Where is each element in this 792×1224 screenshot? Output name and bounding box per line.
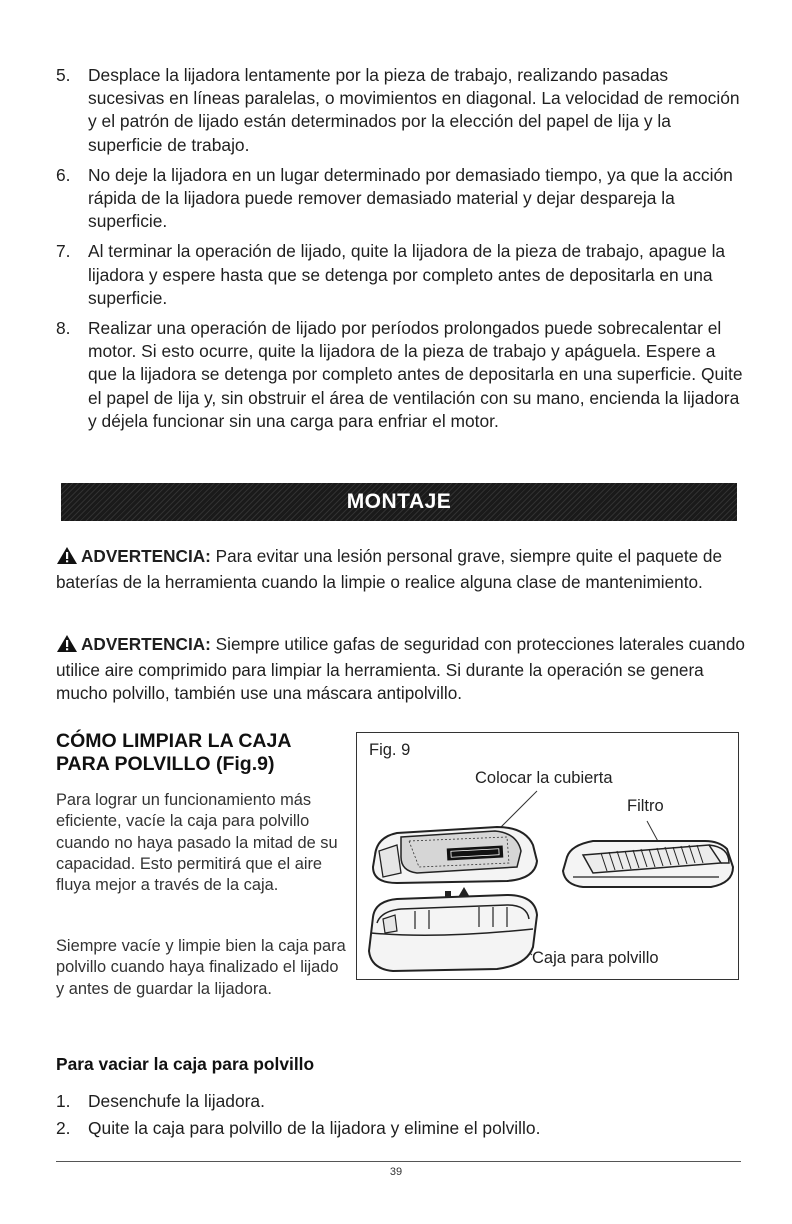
- list-item: [56, 164, 746, 234]
- list-item: [56, 1090, 746, 1113]
- step-text: Quite la caja para polvillo de la lijadora y elimine el polvillo.: [88, 1118, 541, 1139]
- step-number: 8.: [56, 318, 71, 339]
- warning-label: ADVERTENCIA:: [81, 634, 211, 654]
- section-title: MONTAJE: [346, 490, 452, 513]
- callout-cover: Colocar la cubierta: [475, 769, 613, 787]
- empty-section-heading: Para vaciar la caja para polvillo: [56, 1054, 315, 1074]
- warning-paragraph: [56, 545, 746, 594]
- filter-part: [563, 841, 733, 887]
- warning-paragraph: [56, 633, 746, 705]
- step-number: 2.: [56, 1118, 71, 1139]
- cover-part: [373, 827, 537, 883]
- subsection-heading: [56, 730, 346, 776]
- list-item: [56, 64, 746, 157]
- sanding-steps-list: [56, 64, 746, 440]
- step-number: 6.: [56, 164, 71, 185]
- section-banner: [61, 483, 737, 521]
- warning-text: Para evitar una lesión personal grave, siempre quite el paquete de baterías de la herramienta cuando la limpie o realice alguna clase de mantenimiento.: [56, 546, 723, 592]
- page-number: 39: [389, 1166, 403, 1178]
- list-item: [56, 1117, 746, 1140]
- subsection-heading-line2: PARA POLVILLO (Fig.9): [56, 753, 275, 775]
- warning-triangle-icon: [56, 546, 78, 571]
- step-number: 1.: [56, 1091, 71, 1111]
- callout-dust-box: Caja para polvillo: [532, 949, 659, 967]
- step-text: Desenchufe la lijadora.: [88, 1091, 265, 1111]
- step-number: 5.: [56, 65, 71, 85]
- subsection-paragraph: Para lograr un funcionamiento más eficiente, vacíe la caja para polvillo cuando no haya pasado la mitad de su capacidad. Esto permitirá que el aire fluya mejor a través de la caja.: [56, 791, 338, 895]
- warning-label: ADVERTENCIA:: [81, 546, 211, 566]
- dust-box-illustration: [357, 733, 740, 981]
- subsection-paragraph: Siempre vacíe y limpie bien la caja para polvillo cuando haya finalizado el lijado y antes de guardar la lijadora.: [56, 937, 346, 998]
- figure-label: Fig. 9: [369, 741, 411, 759]
- figure-9: [356, 732, 739, 980]
- step-text: No deje la lijadora en un lugar determinado por demasiado tiempo, ya que la acción rápida de la lijadora puede remover demasiado material y dejar despareja la superficie.: [88, 164, 733, 232]
- list-item: [56, 317, 746, 433]
- warning-triangle-icon: [56, 634, 78, 659]
- callout-filter: Filtro: [627, 797, 664, 815]
- step-text: Realizar una operación de lijado por períodos prolongados puede sobrecalentar el motor. Si esto ocurre, quite la lijadora de la pieza de trabajo y apáguela. Espere a que la lijadora se detenga por completo antes de depositarla en una superficie. Quite el papel de lija y, sin obstruir el área de ventilación con su mano, encienda la lijadora y déjela funcionar sin una carga para enfriar el motor.: [88, 318, 743, 431]
- step-text: Desplace la lijadora lentamente por la pieza de trabajo, realizando pasadas sucesivas en líneas paralelas, o movimientos en diagonal. La velocidad de remoción y el patrón de lijado están determinados por la elección del papel de lija y la superficie de trabajo.: [88, 65, 740, 155]
- empty-steps-list: [56, 1090, 746, 1144]
- dust-box-part: [369, 895, 537, 971]
- step-number: 7.: [56, 241, 71, 262]
- step-text: Al terminar la operación de lijado, quite la lijadora de la pieza de trabajo, apague la lijadora y espere hasta que se detenga por completo antes de depositarla en una superficie.: [88, 241, 726, 308]
- subsection-heading-line1: CÓMO LIMPIAR LA CAJA: [56, 730, 292, 752]
- list-item: [56, 240, 746, 310]
- warning-text: Siempre utilice gafas de seguridad con protecciones laterales cuando utilice aire comprimido para limpiar la herramienta. Si durante la operación se genera mucho polvillo, también use una máscara antipolvillo.: [56, 634, 745, 703]
- footer-divider: [56, 1161, 741, 1162]
